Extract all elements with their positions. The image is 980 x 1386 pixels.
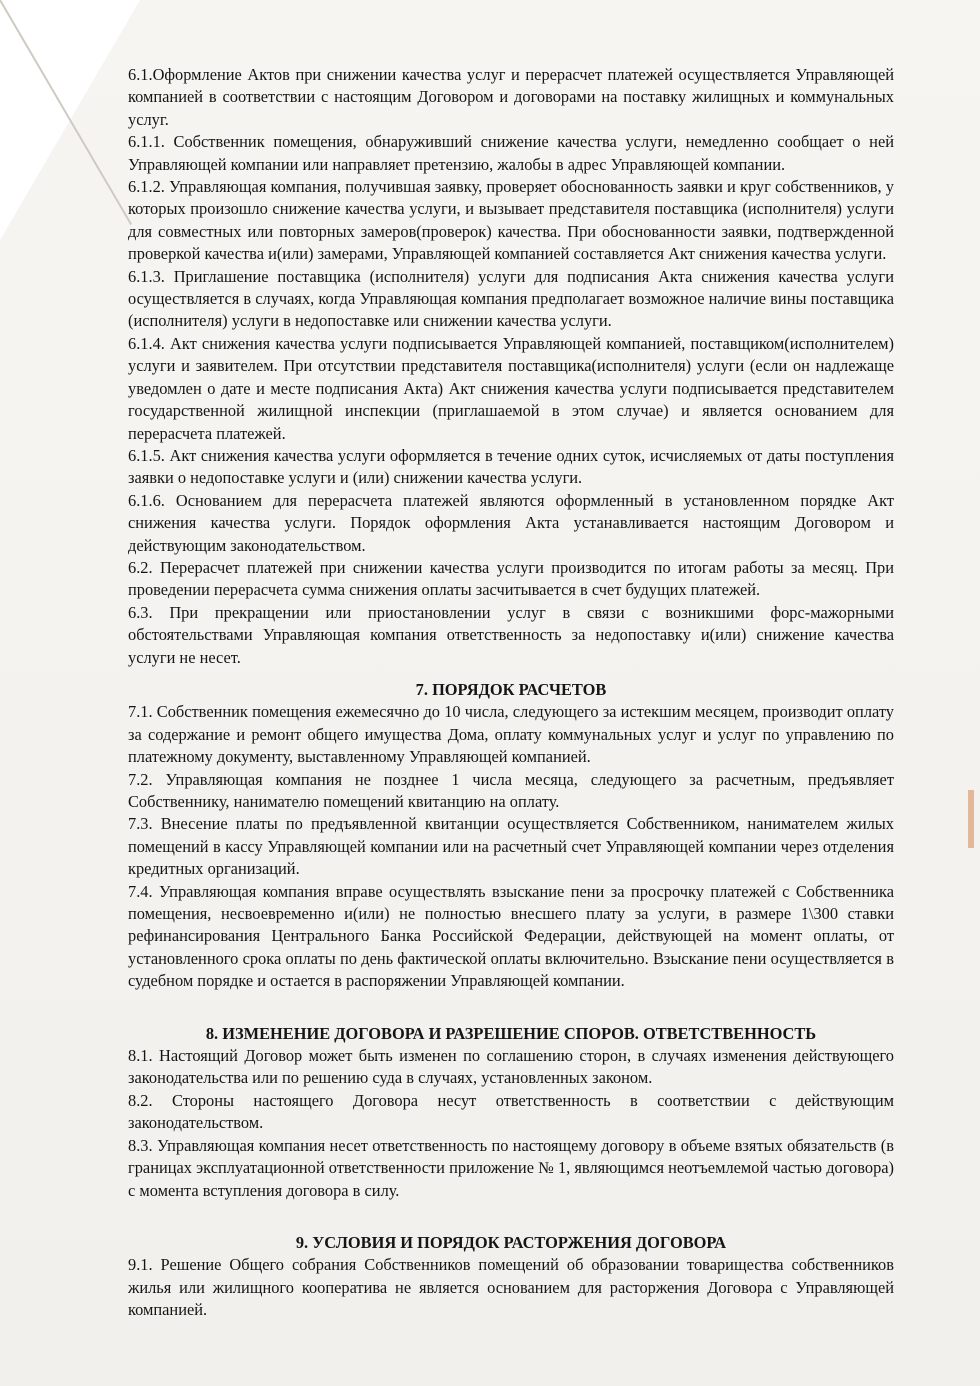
paragraph: 6.1.Оформление Актов при снижении качества услуг и перерасчет платежей осуществляется Управляющей компанией в соответствии с настоящим Договором и договорами на поставку жилищных и коммунальных услуг. [128,65,894,129]
section-9-heading: 9. УСЛОВИЯ И ПОРЯДОК РАСТОРЖЕНИЯ ДОГОВОРА [295,1232,727,1252]
paragraph: 6.3. При прекращении или приостановлении услуг в связи с возникшими форс-мажорными обстоятельствами Управляющая компания ответственность за недопоставку и(или) снижение качества услуги не несет. [128,602,894,667]
paragraph: 6.1.5. Акт снижения качества услуги оформляется в течение одних суток, исчисляемых от даты поступления заявки о недопоставке услуги и (или) снижении качества услуги. [128,445,894,488]
paragraph: 7.3. Внесение платы по предъявленной квитанции осуществляется Собственником, нанимателем жилых помещений в кассу Управляющей компании или на расчетный счет Управляющей компании через отделения кредитных организаций. [128,814,894,879]
paragraph: 8.1. Настоящий Договор может быть изменен по соглашению сторон, в случаях изменения действующего законодательства или по решению суда в случаях, установленных законом. [128,1046,894,1088]
paragraph: 7.4. Управляющая компания вправе осуществлять взыскание пени за просрочку платежей с Собственника помещения, несвоевременно и(или) не полностью внесшего плату за услуги, в размере 1\300 ставки рефинансирования Центрального Банка Российской Федерации, действующей на момент оплаты, от установленного срока оплаты по день фактической оплаты включительно. Взыскание пени осуществляется в судебном порядке и остается в распоряжении Управляющей компании. [128,881,894,991]
paragraph: 6.1.6. Основанием для перерасчета платежей являются оформленный в установленном порядке Акт снижения качества услуги. Порядок оформления Акта устанавливается настоящим Договором и действующим законодательством. [128,490,894,555]
paragraph: 8.2. Стороны настоящего Договора несут ответственность в соответствии с действующим законодательством. [128,1090,894,1133]
section-9-body [128,1254,894,1321]
section-6-body [128,64,894,669]
section-7-body [128,701,894,992]
paragraph: 6.1.2. Управляющая компания, получившая заявку, проверяет обоснованность заявки и круг собственников, у которых произошло снижение качества услуги, и вызывает представителя поставщика (исполнителя) услуги для совместных или повторных замеров(проверок) качества. При обоснованности заявки, подтвержденной проверкой качества и(или) замерами, Управляющей компанией составляется Акт снижения качества услуги. [128,177,894,264]
section-8-body [128,1045,894,1202]
document-body [128,64,894,1322]
paragraph: 7.1. Собственник помещения ежемесячно до 10 числа, следующего за истекшим месяцем, производит оплату за содержание и ремонт общего имущества Дома, оплату коммунальных услуг и услуг по управлению по платежному документу, выставленному Управляющей компанией. [128,702,894,767]
paragraph: 8.3. Управляющая компания несет ответственность по настоящему договору в объеме взятых обязательств (в границах эксплуатационной ответственности приложение № 1, являющимся неотъемлемой частью договора) с момента вступления договора в силу. [128,1135,894,1200]
paragraph: 7.2. Управляющая компания не позднее 1 числа месяца, следующего за расчетным, предъявляет Собственнику, нанимателю помещений квитанцию на оплату. [128,769,894,811]
section-7-heading: 7. ПОРЯДОК РАСЧЕТОВ [415,679,607,699]
paragraph: 6.1.3. Приглашение поставщика (исполнителя) услуги для подписания Акта снижения качества услуги осуществляется в случаях, когда Управляющая компания предполагает возможное наличие вины поставщика (исполнителя) услуги в недопоставке или снижении качества услуги. [128,266,894,331]
paragraph: 6.1.1. Собственник помещения, обнаруживший снижение качества услуги, немедленно сообщает о ней Управляющей компании или направляет претензию, жалобы в адрес Управляющей компании. [128,132,894,174]
paragraph: 6.1.4. Акт снижения качества услуги подписывается Управляющей компанией, поставщиком(исполнителем) услуги и заявителем. При отсутствии представителя поставщика(исполнителя) услуги (если он надлежаще уведомлен о дате и месте подписания Акта) Акт снижения качества услуги подписывается представителем государственной жилищной инспекции (приглашаемой в этом случае) и является основанием для перерасчета платежей. [128,333,894,443]
section-8-heading: 8. ИЗМЕНЕНИЕ ДОГОВОРА И РАЗРЕШЕНИЕ СПОРОВ. ОТВЕТСТВЕННОСТЬ [205,1023,817,1043]
paragraph: 6.2. Перерасчет платежей при снижении качества услуги производится по итогам работы за месяц. При проведении перерасчета сумма снижения оплаты засчитывается в счет будущих платежей. [128,557,894,600]
page-edge-mark [968,790,974,848]
paragraph: 9.1. Решение Общего собрания Собственников помещений об образовании товарищества собственников жилья или жилищного кооператива не является основанием для расторжения Договора с Управляющей компанией. [128,1255,894,1320]
